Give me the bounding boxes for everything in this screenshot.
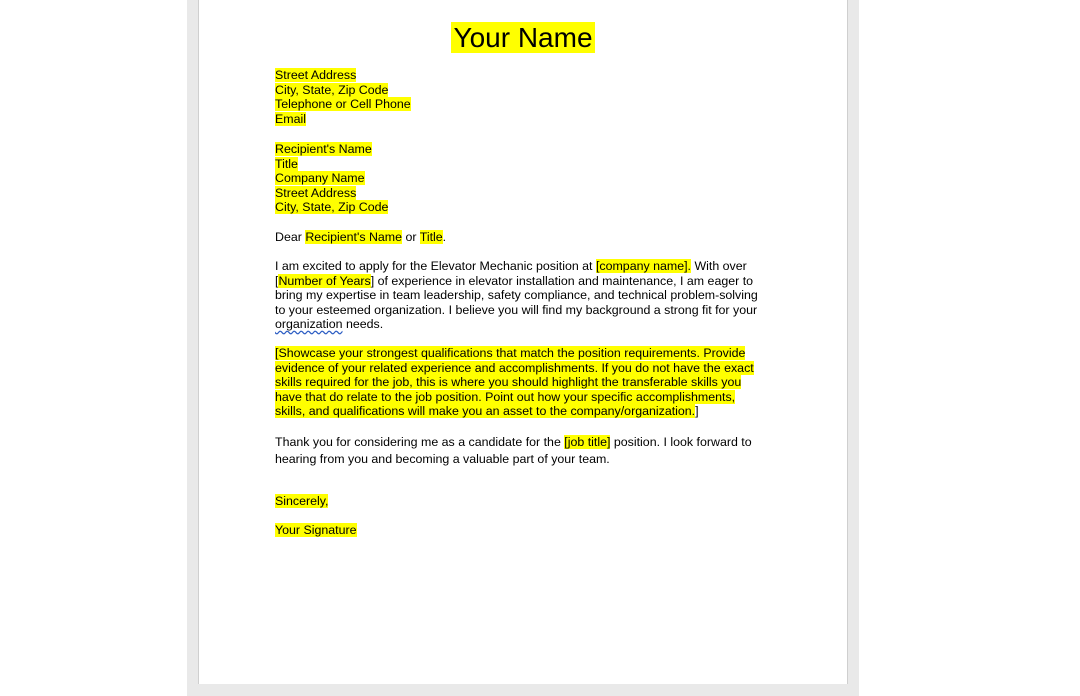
salutation	[275, 230, 446, 245]
spellcheck-word[interactable]: organization	[275, 317, 343, 331]
recipient-company: Company Name	[275, 171, 365, 185]
salutation-name: Recipient's Name	[305, 230, 403, 244]
sender-street: Street Address	[275, 68, 357, 82]
closing-text: Sincerely,	[275, 494, 329, 508]
p1-line2-text: ] of experience in elevator installation and maintenance, I am eager to	[370, 273, 754, 288]
qualifications-line: evidence of your related experience and accomplishments. If you do not have the exact	[275, 360, 754, 375]
recipient-address-block	[275, 142, 388, 215]
signature-text: Your Signature	[275, 523, 357, 537]
p1-line2-open: [	[275, 273, 279, 288]
salutation-title: Title	[419, 230, 443, 244]
p1-line1-text: I am excited to apply for the Elevator Mechanic position at	[275, 259, 596, 273]
recipient-city: City, State, Zip Code	[275, 200, 389, 214]
letter-heading	[199, 21, 847, 55]
sender-address-block	[275, 68, 411, 126]
body-paragraph-2	[275, 346, 754, 419]
qualifications-line: skills, and qualifications will make you an asset to the company/organization.	[275, 404, 696, 418]
years-placeholder: Number of Years	[278, 273, 371, 288]
recipient-street: Street Address	[275, 185, 357, 200]
body-paragraph-1	[275, 259, 758, 332]
salutation-prefix: Dear	[275, 230, 306, 244]
p1-line3: bring my expertise in team leadership, safety compliance, and technical problem-solving	[275, 288, 758, 302]
p3-line1-end: position. I look forward to	[610, 435, 752, 449]
qualifications-line: have that do relate to the job position. Point out how your specific accomplishments,	[275, 389, 736, 404]
sender-email: Email	[275, 111, 306, 126]
sender-city: City, State, Zip Code	[275, 82, 389, 97]
salutation-end: .	[442, 230, 447, 244]
document-page[interactable]	[198, 0, 848, 684]
recipient-name: Recipient's Name	[275, 142, 372, 156]
body-paragraph-3	[275, 434, 752, 467]
closing	[275, 494, 328, 509]
salutation-or: or	[402, 230, 420, 244]
p1-line5-text: needs.	[342, 317, 384, 331]
p1-line1-end: With over	[691, 259, 747, 273]
recipient-title: Title	[275, 156, 298, 171]
company-name-placeholder: [company name].	[595, 259, 691, 273]
sender-phone: Telephone or Cell Phone	[275, 97, 411, 111]
job-title-placeholder: [job title]	[564, 435, 611, 449]
qualifications-line: [Showcase your strongest qualifications that match the position requirements. Provide	[275, 346, 746, 360]
p1-line4: to your esteemed organization. I believe you will find my background a strong fit for your	[275, 302, 758, 317]
p3-line2: hearing from you and becoming a valuable part of your team.	[275, 451, 610, 466]
your-name: Your Name	[453, 22, 593, 53]
p3-line1-text: Thank you for considering me as a candidate for the	[275, 435, 565, 449]
qualifications-close-bracket: ]	[695, 404, 699, 418]
signature	[275, 523, 357, 538]
qualifications-line: skills required for the job, this is where you should highlight the transferable skills you	[275, 375, 742, 389]
